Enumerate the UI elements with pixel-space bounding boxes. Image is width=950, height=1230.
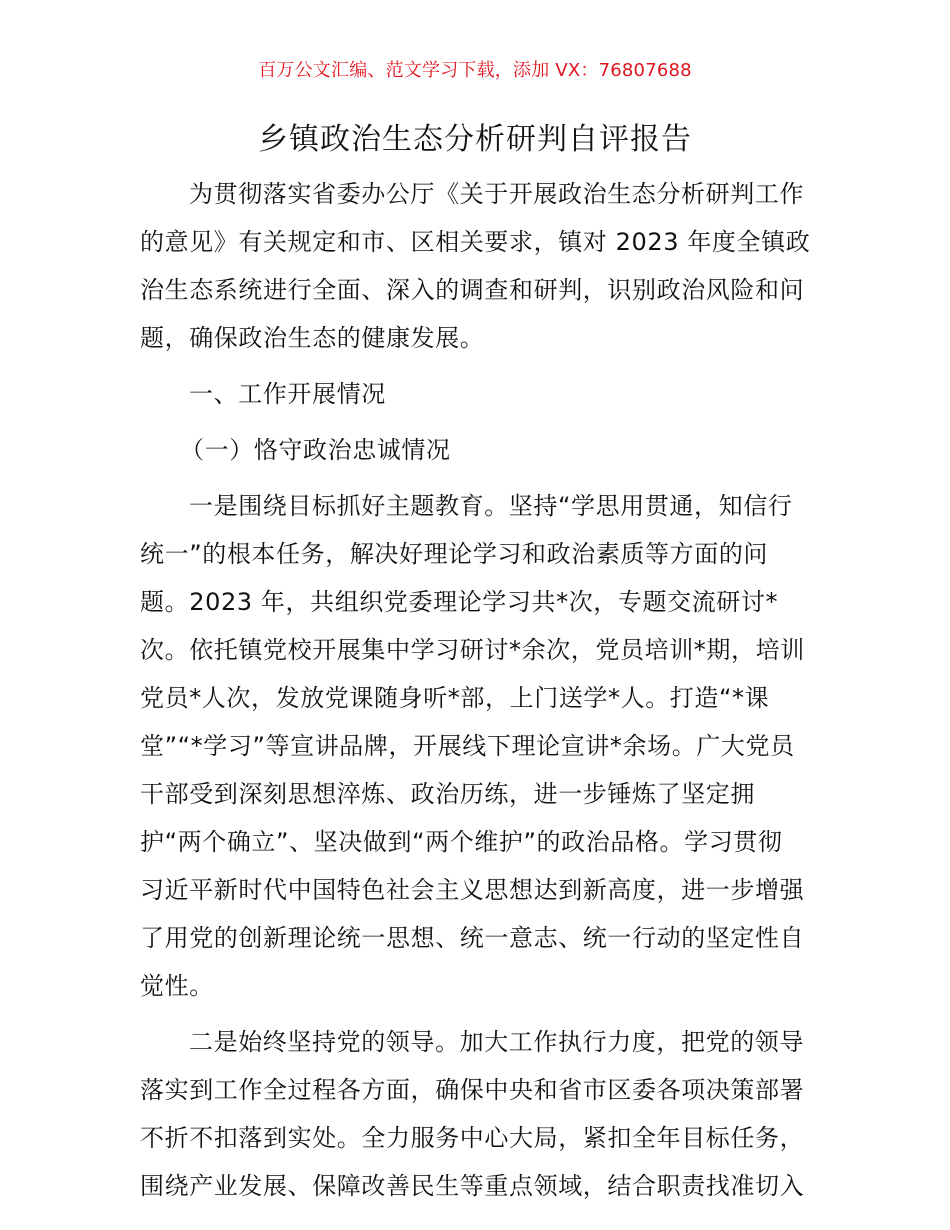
text-line: 统一”的根本任务，解决好理论学习和政治素质等方面的问 (140, 540, 769, 568)
text-line: 堂”“*学习”等宣讲品牌，开展线下理论宣讲*余场。广大党员 (140, 732, 795, 760)
text-line: 落实到工作全过程各方面，确保中央和省市区委各项决策部署 (140, 1076, 805, 1104)
text-line: 题，确保政治生态的健康发展。 (140, 324, 485, 352)
paragraph-theme-education (140, 482, 812, 1010)
text-line: 二是始终坚持党的领导。加大工作执行力度，把党的领导 (189, 1028, 804, 1056)
text-line: 不折不扣落到实处。全力服务中心大局，紧扣全年目标任务， (140, 1124, 805, 1152)
paragraph-intro (140, 170, 812, 362)
text-line: 一是围绕目标抓好主题教育。坚持“学思用贯通，知信行 (189, 492, 793, 520)
document-body (140, 170, 812, 1210)
text-line: 为贯彻落实省委办公厅《关于开展政治生态分析研判工作 (189, 180, 804, 208)
text-line: 干部受到深刻思想淬炼、政治历练，进一步锤炼了坚定拥 (140, 780, 755, 808)
watermark-header: 百万公文汇编、范文学习下载，添加 VX：76807688 (258, 60, 692, 81)
text-line: 题。2023 年，共组织党委理论学习共*次，专题交流研讨* (140, 588, 779, 616)
text-line: 党员*人次，发放党课随身听*部，上门送学*人。打造“*课 (140, 684, 770, 712)
text-line: 护“两个确立”、坚决做到“两个维护”的政治品格。学习贯彻 (140, 828, 783, 856)
text-line: 围绕产业发展、保障改善民生等重点领域，结合职责找准切入 (140, 1172, 805, 1200)
text-line: 的意见》有关规定和市、区相关要求，镇对 2023 年度全镇政 (140, 228, 811, 256)
subsection-heading: （一）恪守政治忠诚情况 (180, 436, 451, 464)
text-line: 了用党的创新理论统一思想、统一意志、统一行动的坚定性自 (140, 924, 805, 952)
text-line: 治生态系统进行全面、深入的调查和研判，识别政治风险和问 (140, 276, 805, 304)
text-line: 觉性。 (140, 972, 214, 1000)
section-heading: 一、工作开展情况 (189, 380, 386, 408)
paragraph-party-leadership (140, 1018, 812, 1210)
text-line: 次。依托镇党校开展集中学习研讨*余次，党员培训*期，培训 (140, 636, 805, 664)
text-line: 习近平新时代中国特色社会主义思想达到新高度，进一步增强 (140, 876, 805, 904)
document-title: 乡镇政治生态分析研判自评报告 (258, 122, 692, 157)
